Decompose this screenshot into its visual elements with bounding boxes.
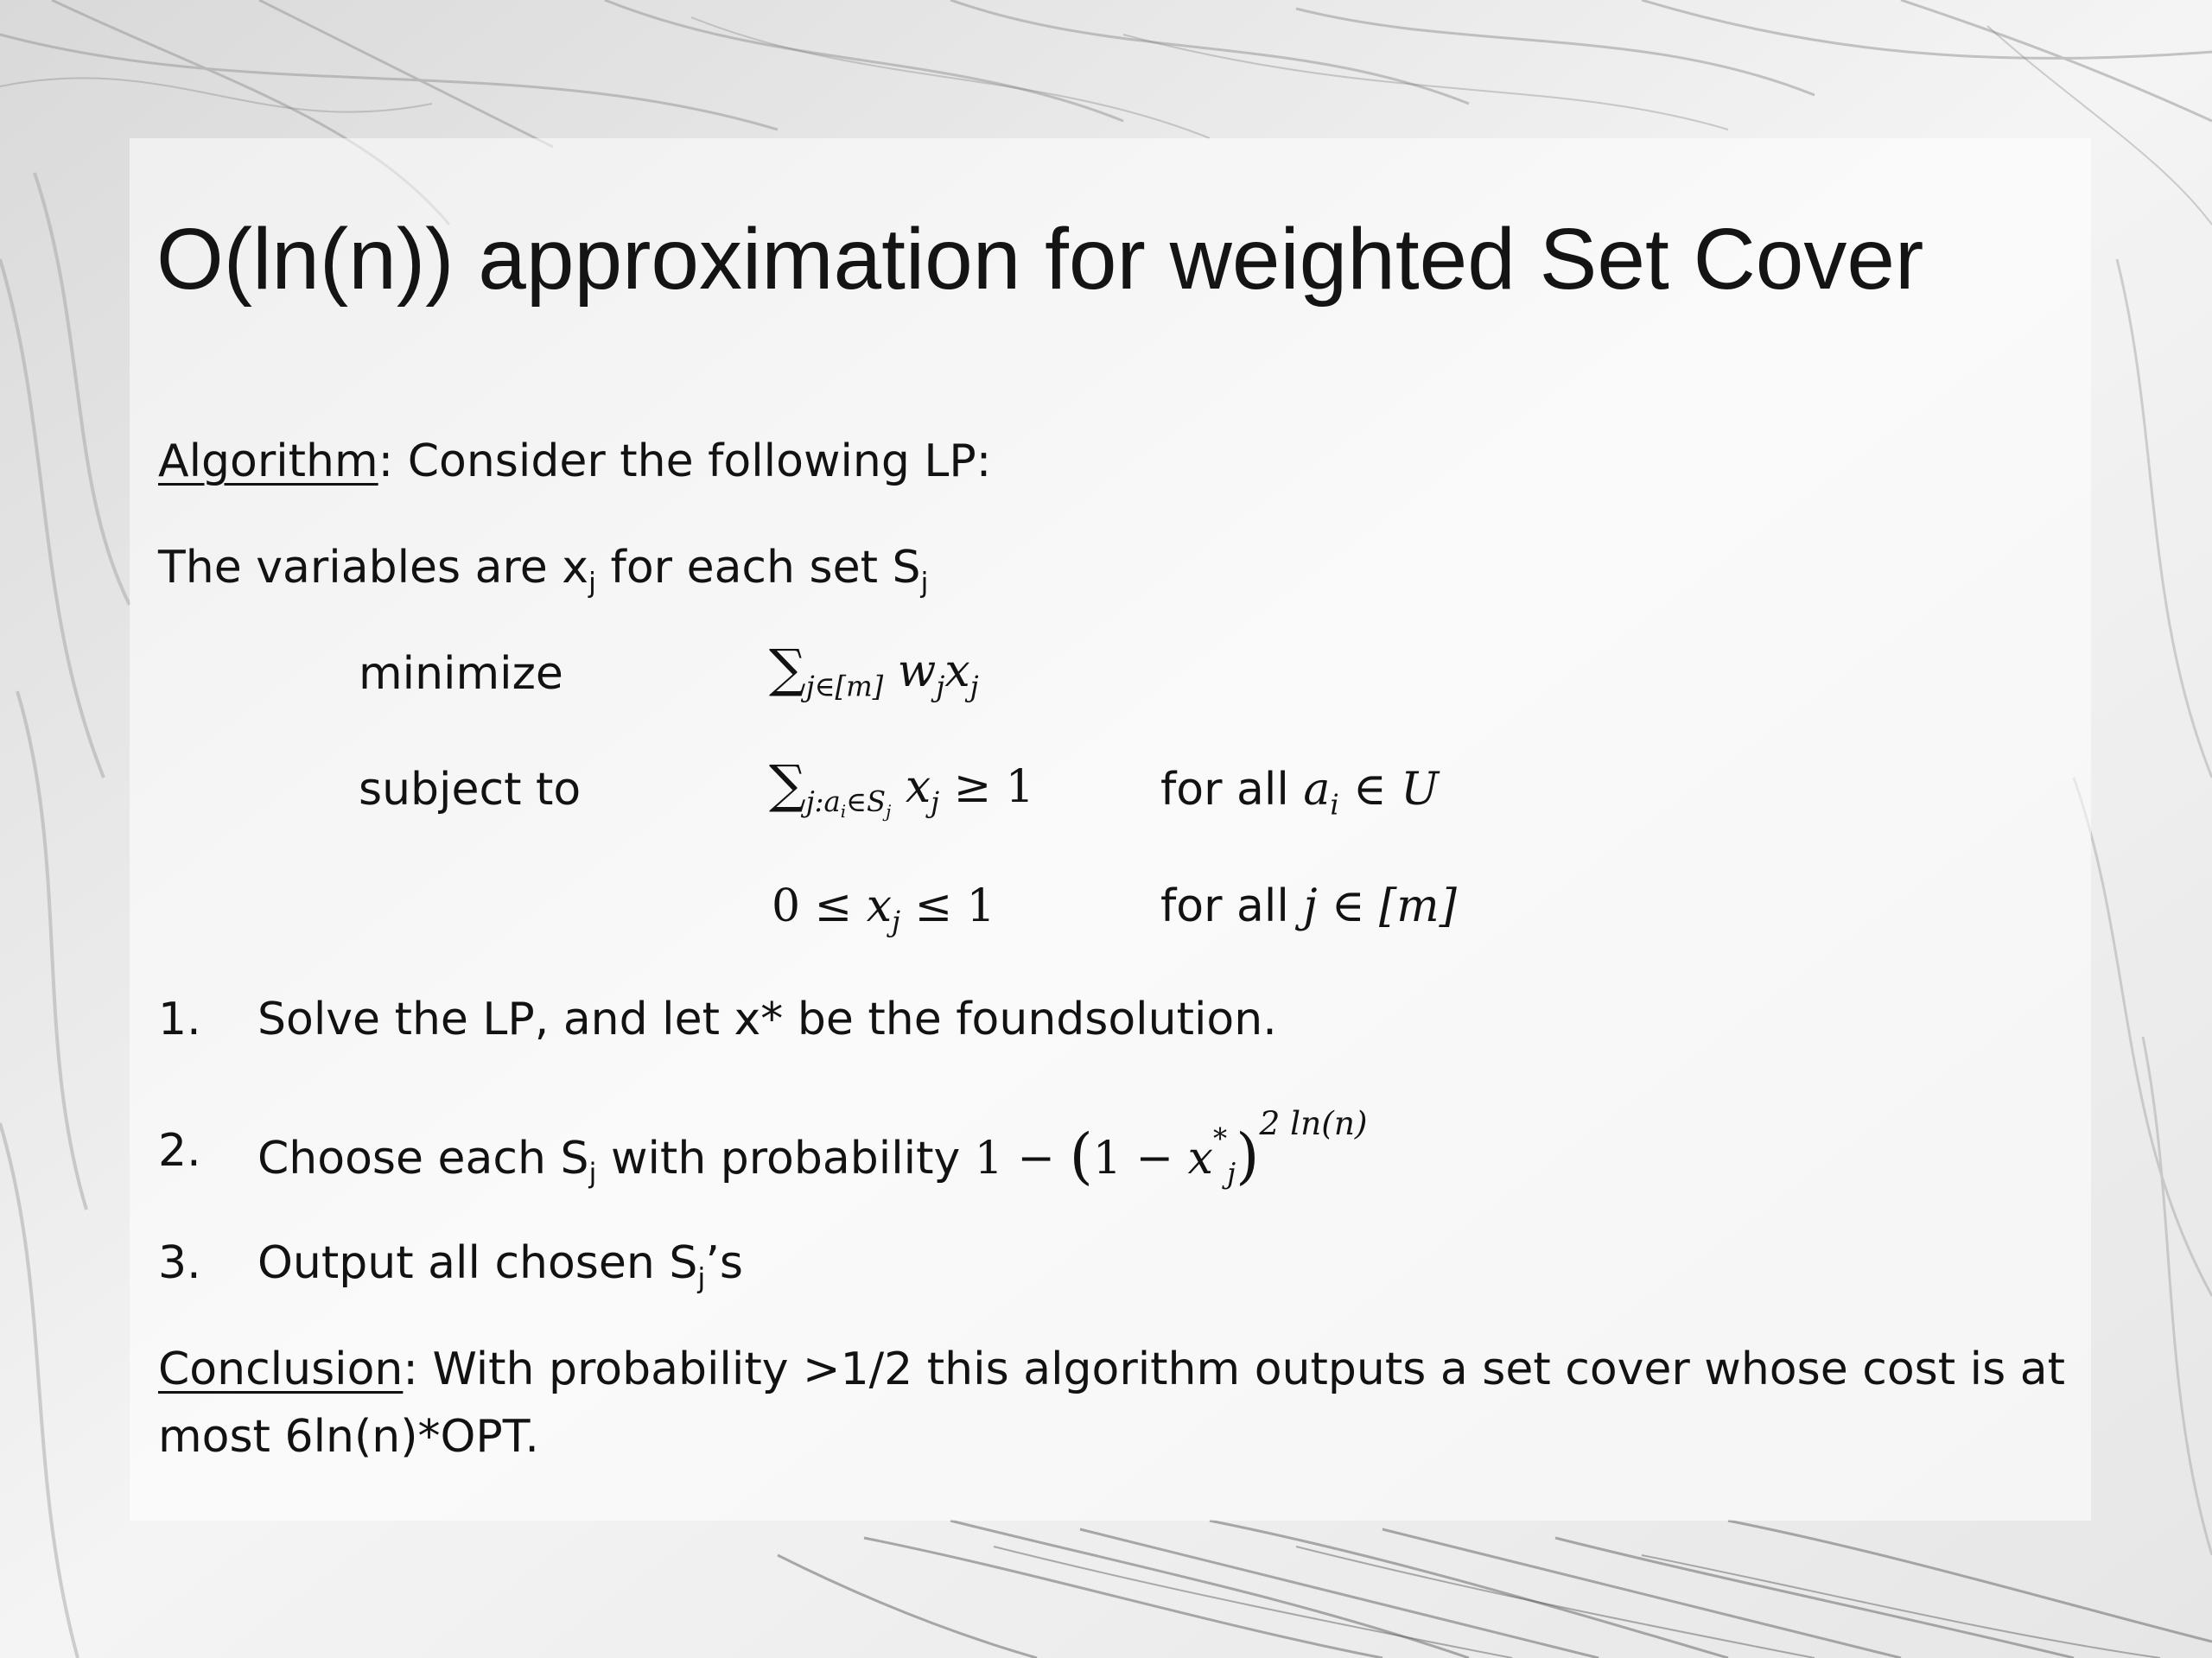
sum-symbol: ∑ [769,754,806,815]
lp-forall-1 [1160,762,1440,822]
content-panel [130,138,2091,1521]
sum-sub-i: i [840,801,847,823]
x-star-var: x [1187,1132,1213,1185]
forall-in-m: ∈ [m] [1317,880,1457,932]
algorithm-text: : Consider the following LP: [378,435,992,487]
prob-one-minus: 1 − [974,1132,1070,1185]
step-2-sub-j: j [588,1157,597,1191]
forall-var-a: a [1303,764,1331,816]
conclusion-line-1 [158,1342,2065,1397]
conclusion-text-1: : With probability >1/2 this algorithm outputs a set cover whose cost is at [403,1344,2065,1395]
step-3-sub-j: j [697,1261,706,1295]
forall-var-j: j [1303,880,1318,932]
step-1-number: 1. [158,994,201,1045]
prob-inner-one-minus: 1 − [1092,1132,1188,1185]
forall-text: for all [1160,880,1304,932]
algorithm-line [158,434,991,489]
variables-line [158,540,929,600]
lp-constraint-1 [769,754,1034,823]
conclusion-line-2: most 6ln(n)*OPT. [158,1411,539,1463]
x-var: x [944,645,970,697]
constraint-relation: ≥ 1 [953,761,1034,813]
step-3-number: 3. [158,1237,201,1289]
x-star-sub: j [1227,1157,1236,1191]
weight-var: w [897,645,937,697]
step-2-number: 2. [158,1125,201,1177]
paren-left: ( [1069,1121,1093,1192]
x-star-sup: * [1212,1121,1228,1155]
variables-text: The variables are x [158,542,589,594]
lp-minimize-label: minimize [359,648,563,700]
variables-sub-j-2: j [920,566,929,600]
x-var: x [866,880,893,932]
algorithm-label: Algorithm [158,435,378,487]
bound-lhs: 0 ≤ [772,880,867,932]
variables-text-mid: for each set S [596,542,921,594]
sum-symbol: ∑ [769,638,806,699]
variables-sub-j: j [588,566,597,600]
paren-right: ) [1236,1121,1260,1192]
step-3-text-post: ’s [705,1237,743,1289]
step-2-text-pre: Choose each S [257,1132,589,1185]
slide-title: O(ln(n)) approximation for weighted Set Cover [156,211,1924,308]
forall-sub-i: i [1330,788,1339,822]
x-sub: j [892,905,901,938]
conclusion-label: Conclusion [158,1344,404,1395]
lp-subject-label: subject to [359,764,582,816]
weight-sub: j [936,670,945,703]
step-1-text: Solve the LP, and let x* be the foundsolution. [257,994,1277,1045]
lp-objective [769,638,979,703]
forall-in-u: ∈ U [1338,764,1440,816]
x-sub: j [969,670,979,703]
forall-text: for all [1160,764,1304,816]
x-var: x [905,761,931,813]
step-2-text [257,1104,1368,1192]
lp-forall-2 [1160,879,1457,934]
sum-sub-ja: j:a [805,785,841,819]
lp-constraint-2 [772,879,995,938]
step-3-text-pre: Output all chosen S [257,1237,698,1289]
sum-sub-in-s: ∈S [846,785,887,819]
step-2-text-mid: with probability [596,1132,975,1185]
bound-rhs: ≤ 1 [900,880,995,932]
x-sub: j [931,785,940,819]
step-3-text [257,1236,743,1295]
sum-subscript: j∈[m] [805,670,884,703]
sum-sub-j: j [886,801,892,823]
exponent: 2 ln(n) [1259,1104,1368,1142]
